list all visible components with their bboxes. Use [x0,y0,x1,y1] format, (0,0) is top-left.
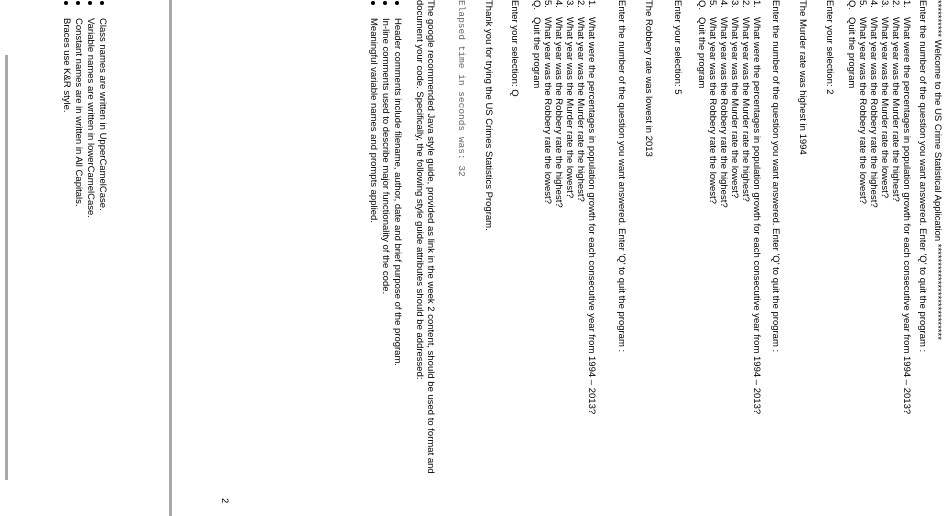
selection-2: Enter your selection: 5 [672,0,683,95]
menu-item-text: What year was the Murder rate the highest? [890,17,901,202]
menu-item-text: What year was the Robbery rate the lowest? [542,17,553,204]
menu-item-text: What year was the Murder rate the lowest? [564,17,575,199]
menu-item-text: Quit the program [846,17,857,89]
menu-item-number: 4. [868,0,879,8]
menu-item-text: Quit the program [531,17,542,89]
page-break-divider [169,0,172,516]
bullet-text: Braces use K&R style. [61,18,72,113]
bullet-text: Class names are written in UpperCamelCase. [97,18,108,211]
menu-item-text: What year was the Robbery rate the highest? [868,17,879,208]
menu-item-number: 2. [575,0,586,8]
selection-3: Enter your selection: Q [509,0,520,97]
bullet-icon [395,1,399,5]
prompt-1: Enter the number of the question you want answered. Enter 'Q' to quit the program : [917,0,928,353]
bottom-scroll-divider [5,55,8,480]
menu-item-number: 5. [542,0,553,8]
style-guide-paragraph: The google recommended Java style guide, provided as link in the week 2 content, should be used to format and document your code. Specifically, the following style guide attributes should be addressed: [414,0,436,474]
bullet-icon [371,1,375,5]
elapsed-time: Elapsed time in seconds was: 32 [456,0,467,177]
menu-item-number: 5. [857,0,868,8]
menu-item-text: What year was the Murder rate the highest? [740,17,751,202]
bullet-text: Meaningful variable names and prompts applied. [368,18,379,223]
bullet-text: Constant names are in written in All Capitals. [73,18,84,207]
menu-item-number: Q. [846,0,857,11]
prompt-3: Enter the number of the question you want answered. Enter 'Q' to quit the program : [616,0,627,353]
menu-item-text: What year was the Robbery rate the highest? [718,17,729,208]
menu-item-number: 1. [751,0,762,8]
menu-item-text: What year was the Robbery rate the highest? [553,17,564,208]
menu-item-number: 3. [564,0,575,8]
bullet-icon [100,1,104,5]
menu-item-number: 2. [740,0,751,8]
menu-item-number: 1. [901,0,912,8]
menu-item-number: Q. [696,0,707,11]
bullet-text: In-line comments used to describe major functionality of the code. [380,18,391,295]
menu-item-number: Q. [531,0,542,11]
menu-item-number: 4. [553,0,564,8]
menu-item-text: What year was the Robbery rate the lowest? [707,17,718,204]
bullet-icon [88,1,92,5]
menu-item-number: 4. [718,0,729,8]
thanks-message: Thank you for trying the US Crimes Statistics Program. [483,0,494,231]
bullet-icon [383,1,387,5]
menu-item-text: Quit the program [696,17,707,89]
prompt-2: Enter the number of the question you want answered. Enter 'Q' to quit the program : [770,0,781,353]
menu-item-text: What were the percentages in population growth for each consecutive year from 1994 – 2013? [751,17,762,415]
selection-1: Enter your selection: 2 [824,0,835,95]
result-1: The Murder rate was highest in 1994 [797,0,808,155]
menu-item-text: What year was the Murder rate the highest? [575,17,586,202]
bullet-icon [64,1,68,5]
bullet-text: Variable names are written in lowerCamelCase. [85,18,96,218]
menu-item-text: What year was the Murder rate the lowest? [879,17,890,199]
menu-item-text: What year was the Murder rate the lowest? [729,17,740,199]
bullet-text: Header comments include filename, author, date and brief purpose of the program. [392,18,403,367]
menu-item-text: What were the percentages in population growth for each consecutive year from 1994 – 2013? [586,17,597,415]
menu-item-text: What year was the Robbery rate the lowest? [857,17,868,204]
menu-item-number: 2. [890,0,901,8]
bullet-icon [76,1,80,5]
welcome-banner: ********** Welcome to the US Crime Statistical Application ************************** [932,0,943,340]
page-number: 2 [219,498,230,504]
menu-item-number: 1. [586,0,597,8]
menu-item-number: 5. [707,0,718,8]
menu-item-number: 3. [729,0,740,8]
result-2: The Robbery rate was lowest in 2013 [643,0,654,157]
menu-item-number: 3. [879,0,890,8]
menu-item-text: What were the percentages in population growth for each consecutive year from 1994 – 2013? [901,17,912,415]
